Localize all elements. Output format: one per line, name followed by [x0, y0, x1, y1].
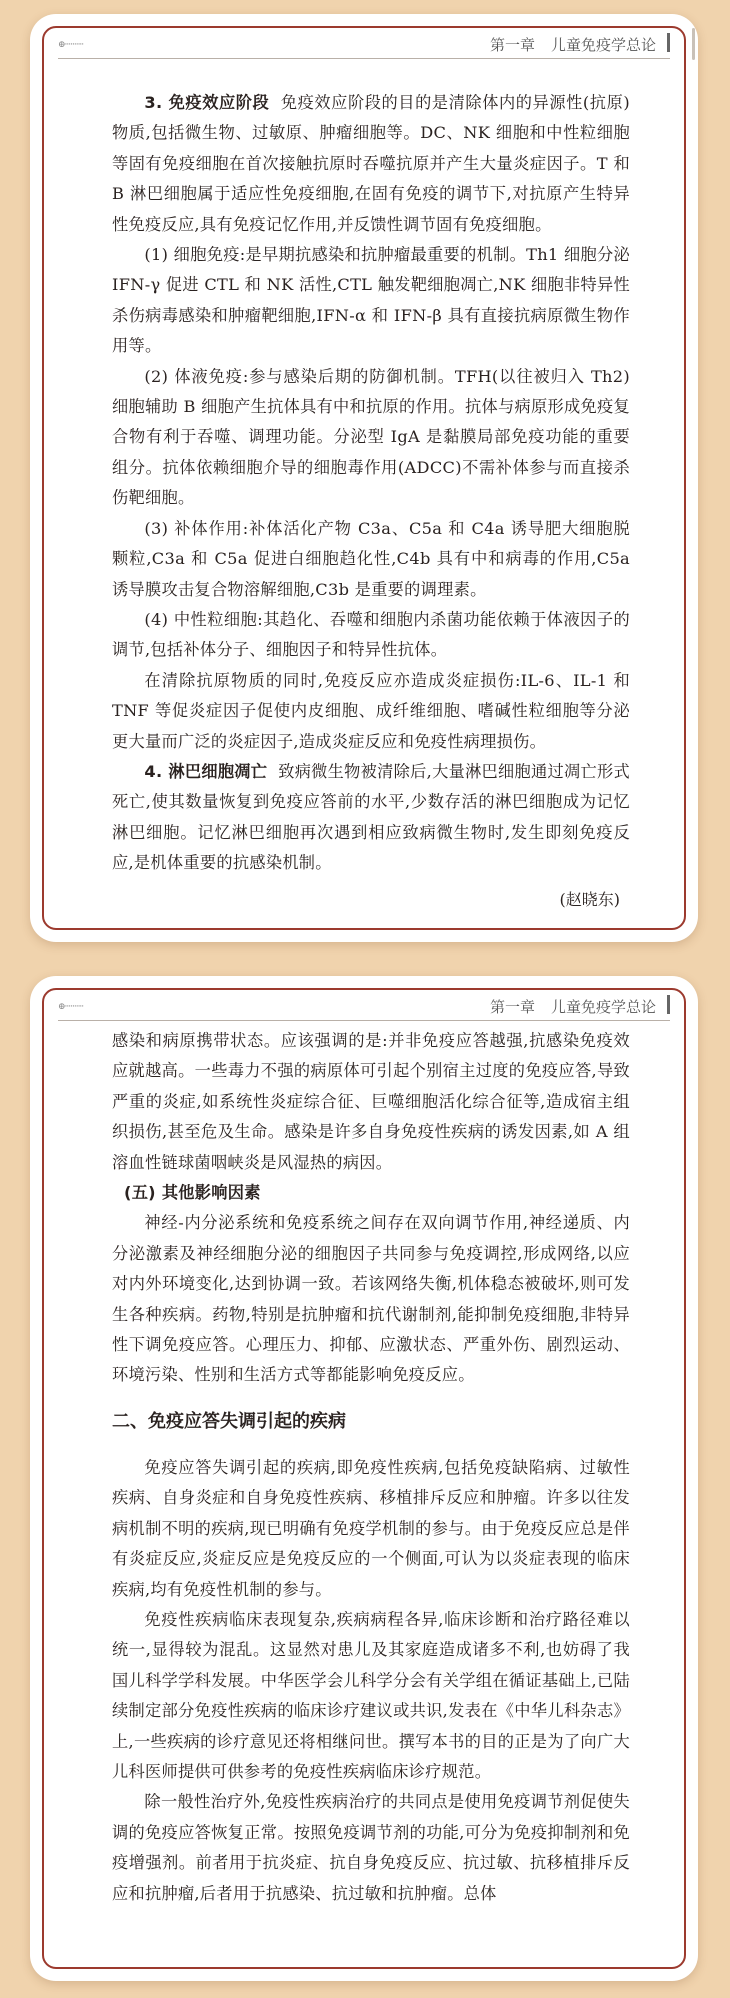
- book-page-1: [30, 14, 698, 942]
- paragraph: 4. 淋巴细胞凋亡 致病微生物被清除后,大量淋巴细胞通过凋亡形式死亡,使其数量恢复到免疫应答前的水平,少数存活的淋巴细胞成为记忆淋巴细胞。记忆淋巴细胞再次遇到相应致病微生物时,发生即刻免疫反应,是机体重要的抗感染机制。: [112, 761, 630, 873]
- paragraph: (1) 细胞免疫:是早期抗感染和抗肿瘤最重要的机制。Th1 细胞分泌 IFN-γ 促进 CTL 和 NK 活性,CTL 触发靶细胞凋亡,NK 细胞非特异性杀伤病毒感染和肿瘤靶细胞,IFN-α 和 IFN-β 具有直接抗病原微生物作用等。: [112, 245, 630, 356]
- inline-heading: 3. 免疫效应阶段: [144, 93, 270, 112]
- section-heading: 二、免疫应答失调引起的疾病: [112, 1410, 346, 1432]
- paragraph: 除一般性治疗外,免疫性疾病治疗的共同点是使用免疫调节剂促使失调的免疫应答恢复正常。按照免疫调节剂的功能,可分为免疫抑制剂和免疫增强剂。前者用于抗炎症、抗自身免疫反应、抗过敏、抗移植排斥反应和抗肿瘤,后者用于抗感染、抗过敏和抗肿瘤。总体: [112, 1792, 630, 1903]
- header-title: 第一章 儿童免疫学总论: [489, 36, 656, 54]
- paragraph: 免疫应答失调引起的疾病,即免疫性疾病,包括免疫缺陷病、过敏性疾病、自身炎症和自身免疫性疾病、移植排斥反应和肿瘤。许多以往发病机制不明的疾病,现已明确有免疫学机制的参与。由于免疫反应总是伴有炎症反应,炎症反应是免疫反应的一个侧面,可认为以炎症表现的临床疾病,均有免疫性机制的参与。: [112, 1457, 630, 1599]
- paragraph: 感染和病原携带状态。应该强调的是:并非免疫应答越强,抗感染免疫效应就越高。一些毒力不强的病原体可引起个别宿主过度的免疫应答,导致严重的炎症,如系统性炎症综合征、巨噬细胞活化综合征等,造成宿主组织损伤,甚至危及生命。感染是许多自身免疫性疾病的诱发因素,如 A 组溶血性链球菌咽峡炎是风湿热的病因。: [112, 1031, 630, 1172]
- running-header: [58, 28, 670, 59]
- header-bar: [667, 33, 670, 52]
- header-marker-icon: ⊕··········: [58, 40, 84, 50]
- header-title: 第一章 儿童免疫学总论: [489, 998, 656, 1016]
- running-header: [58, 990, 670, 1021]
- book-page-2: [30, 976, 698, 1981]
- page-1-body: [112, 88, 630, 910]
- subsection-heading: (五) 其他影响因素: [124, 1183, 261, 1203]
- paragraph: 免疫性疾病临床表现复杂,疾病病程各异,临床诊断和治疗路径难以统一,显得较为混乱。这显然对患儿及其家庭造成诸多不利,也妨碍了我国儿科学学科发展。中华医学会儿科学分会有关学组在循证基础上,已陆续制定部分免疫性疾病的临床诊疗建议或共识,发表在《中华儿科杂志》上,一些疾病的诊疗意见还将相继问世。撰写本书的目的正是为了向广大儿科医师提供可供参考的免疫性疾病临床诊疗规范。: [112, 1609, 630, 1781]
- header-bar: [667, 995, 670, 1014]
- page-2-body: [112, 1026, 630, 1909]
- author-signature: (赵晓东): [559, 889, 620, 909]
- paragraph: (3) 补体作用:补体活化产物 C3a、C5a 和 C4a 诱导肥大细胞脱颗粒,C3a 和 C5a 促进白细胞趋化性,C4b 具有中和病毒的作用,C5a 诱导膜攻击复合物溶解细胞,C3b 是重要的调理素。: [112, 518, 630, 599]
- page-frame: [42, 988, 686, 1969]
- paragraph: 3. 免疫效应阶段 免疫效应阶段的目的是清除体内的异源性(抗原)物质,包括微生物、过敏原、肿瘤细胞等。DC、NK 细胞和中性粒细胞等固有免疫细胞在首次接触抗原时吞噬抗原并产生大量炎症因子。T 和 B 淋巴细胞属于适应性免疫细胞,在固有免疫的调节下,对抗原产生特异性免疫反应,具有免疫记忆作用,并反馈性调节固有免疫细胞。: [112, 93, 630, 234]
- scrollbar[interactable]: [692, 28, 695, 60]
- inline-heading: 4. 淋巴细胞凋亡: [144, 761, 268, 781]
- page-frame: [42, 26, 686, 930]
- header-marker-icon: ⊕··········: [58, 1002, 84, 1012]
- paragraph: (4) 中性粒细胞:其趋化、吞噬和细胞内杀菌功能依赖于体液因子的调节,包括补体分子、细胞因子和特异性抗体。: [112, 609, 630, 660]
- paragraph: (2) 体液免疫:参与感染后期的防御机制。TFH(以往被归入 Th2)细胞辅助 B 细胞产生抗体具有中和抗原的作用。抗体与病原形成免疫复合物有利于吞噬、调理功能。分泌型 IgA 是黏膜局部免疫功能的重要组分。抗体依赖细胞介导的细胞毒作用(ADCC)不需补体参与而直接杀伤靶细胞。: [112, 366, 630, 508]
- paragraph: 神经-内分泌系统和免疫系统之间存在双向调节作用,神经递质、内分泌激素及神经细胞分泌的细胞因子共同参与免疫调控,形成网络,以应对内外环境变化,达到协调一致。若该网络失衡,机体稳态被破坏,则可发生各种疾病。药物,特别是抗肿瘤和抗代谢制剂,能抑制免疫细胞,非特异性下调免疫应答。心理压力、抑郁、应激状态、严重外伤、剧烈运动、环境污染、性别和生活方式等都能影响免疫反应。: [112, 1213, 630, 1385]
- paragraph: 在清除抗原物质的同时,免疫反应亦造成炎症损伤:IL-6、IL-1 和 TNF 等促炎症因子促使内皮细胞、成纤维细胞、嗜碱性粒细胞等分泌更大量而广泛的炎症因子,造成炎症反应和免疫性病理损伤。: [112, 670, 630, 751]
